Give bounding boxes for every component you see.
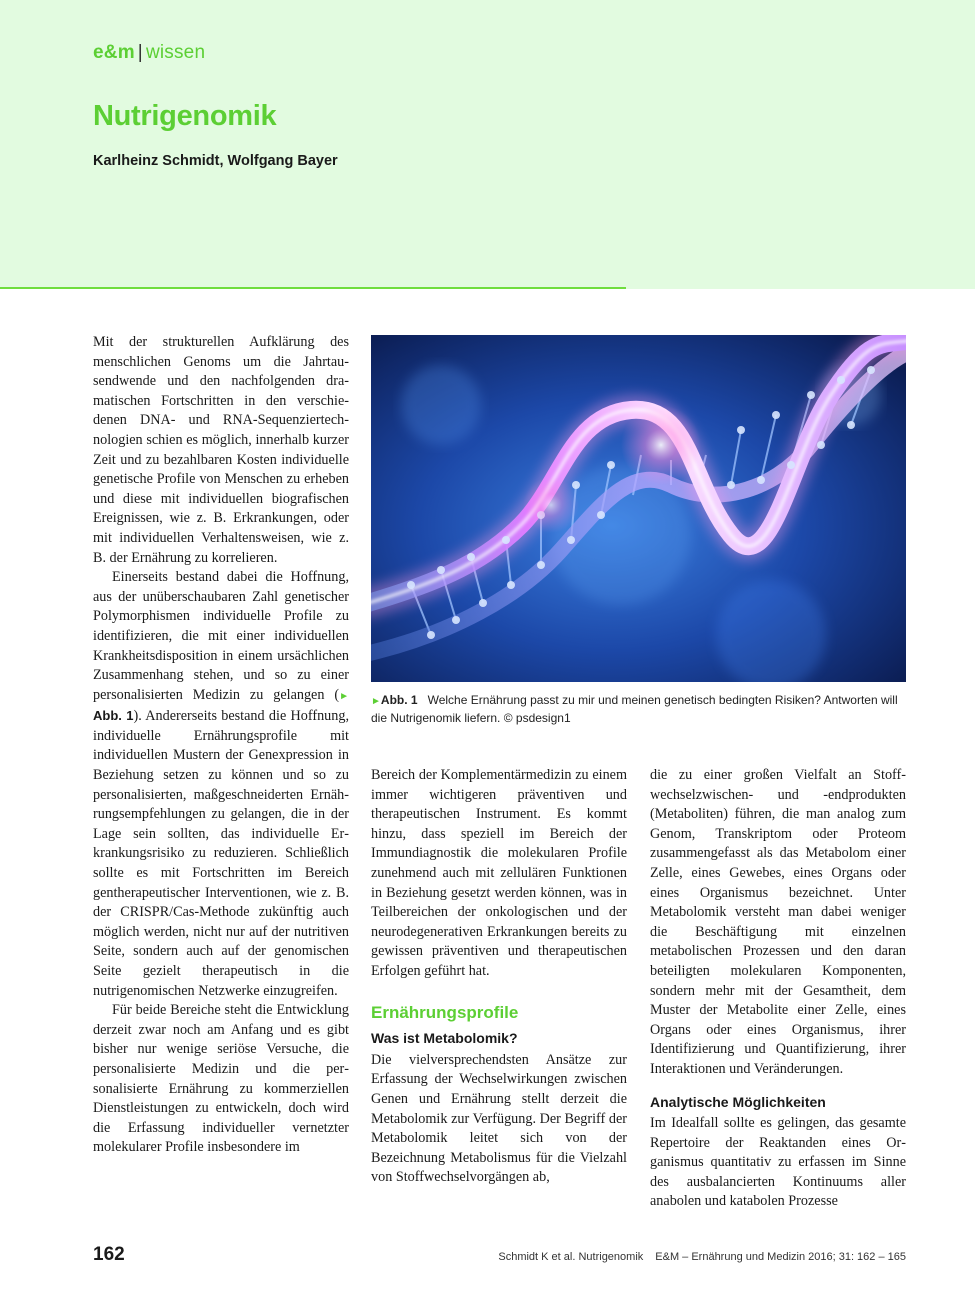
page-footer — [93, 1244, 906, 1270]
article-title: Nutrigenomik — [93, 100, 277, 132]
article-authors: Karlheinz Schmidt, Wolfgang Bayer — [93, 153, 338, 169]
subsection-heading: Was ist Metabolomik? — [371, 1030, 518, 1047]
brand-logo: e&m — [93, 42, 135, 63]
triangle-icon: ► — [339, 690, 349, 702]
paragraph: Für beide Bereiche steht die Entwicklung derzeit zwar noch am Anfang und es gibt bisher nur wenige seriöse Versuche, die personalisierte Medizin und die personalisierte Ernährung zu kommerziellen Dienstleistungen zu entwickeln, doch wird die Erfassung individueller vernetzter molekularer Profile insbesondere im — [93, 1002, 349, 1156]
header-band — [0, 0, 975, 289]
subsection-heading: Analytische Möglichkeiten — [650, 1093, 826, 1110]
paragraph: Die vielversprechendsten Ansätze zur Erfassung der Wechselwirkungen zwischen Genen und Ernährung stellt derzeit die Metabolomik zur Verfügung. Der Begriff der Metabolomik leitet sich von der Bezeichnung Metabolismus für die Vielzahl von Stoffwechselvorgängen ab, — [371, 1051, 627, 1186]
paragraph-text: ). Andererseits bestand die Hoffnung, individuelle Ernährungsprofile mit individuellen Mustern der Genexpression in Beziehung setzen zu können und so zu personalisierten, maßgeschneiderten Ernährungsempfehlungen zu gelangen, die in der Lage sein sollten, das individuelle Erkrankungsrisiko zu reduzieren. Schließlich sollte es mit Fortschritten im Bereich gentherapeutischer Interventionen, wie z. B. der CRISPR/Cas-Methode zukünftig auch möglich werden, nicht nur auf der nutritiven Seite, sondern auch auf der genomischen Seite gezielt therapeutisch in die nutrigenomischen Netzwerke einzugreifen. — [93, 708, 349, 999]
triangle-icon: ► — [371, 696, 381, 707]
header-divider — [0, 287, 626, 289]
dna-helix-figure — [371, 335, 906, 682]
running-title: Schmidt K et al. Nutrigenomik — [498, 1251, 644, 1263]
brand-separator: | — [137, 42, 143, 63]
caption-text: Welche Ernährung passt zu mir und meinen genetisch bedingten Risiken? Antworten will die Nutrigenomik liefern. © psdesign1 — [371, 693, 898, 725]
journal-citation: E&M – Ernährung und Medizin 2016; 31: 162 – 165 — [655, 1251, 906, 1263]
paragraph-text: Einerseits bestand dabei die Hoffnung, aus der unüberschaubaren Zahl genetischer Polymorphismen individuelle Profile zu identifizieren, die mit einer individuellen Krankheitsdisposition in einem ursächlichen Zusammenhang stehen, und so zu einer personalisierten Medizin zu gelangen ( — [93, 569, 349, 703]
running-footer — [498, 1251, 906, 1263]
paragraph: Mit der strukturellen Aufklärung des menschlichen Genoms um die Jahrtausendwende und den nachfolgenden dramatischen Fortschritten in den verschiedenen DNA- und RNA-Sequenziertechnologien schien es möglich, innerhalb kurzer Zeit und zu bezahlbaren Kosten individuelle genetische Profile von Menschen zu erheben und diese mit individuellen biografischen Ereignissen, wie z. B. Erkrankungen, oder mit individuellen Verhaltensweisen, wie z. B. der Ernährung zu korrelieren. — [93, 334, 349, 566]
text-column-1 — [93, 333, 349, 1158]
section-label — [93, 42, 205, 64]
figure-reference-link[interactable]: Abb. 1 — [93, 708, 134, 724]
text-column-3 — [650, 766, 906, 1212]
paragraph: Im Idealfall sollte es gelingen, das gesamte Repertoire der Reaktanden eines Organismus quantitativ zu erfassen im Sinne des ausbalancierten Kontinuums aller anabolen und katabolen Prozesse — [650, 1115, 906, 1210]
paragraph: Bereich der Komplementärmedizin zu einem immer wichtigeren präventiven und therapeutischen Instrument. Es kommt hinzu, dass speziell im Bereich der Immundiagnostik die molekularen Profile zunehmend auch mit zellulären Funktionen in Beziehung gesetzt werden können, was in Teilbereichen der onkologischen und der neurodegenerativen Erkrankungen bereits zu gewissen präventiven und therapeutischen Erfolgen geführt hat. — [371, 767, 627, 979]
section-heading: Ernährungsprofile — [371, 1002, 519, 1022]
figure-label: Abb. 1 — [380, 693, 418, 707]
figure-caption — [371, 692, 906, 726]
page-number: 162 — [93, 1244, 125, 1265]
dna-helix-icon — [371, 335, 906, 682]
text-column-2 — [371, 766, 627, 1188]
paragraph — [93, 568, 349, 1001]
paragraph: die zu einer großen Vielfalt an Stoffwechselzwischen- und -endprodukten (Metaboliten) führen, die man analog zum Genom, Transkriptom oder Proteom zusammengefasst als das Metabolom einer Zelle, eines Gewebes, eines Organs oder eines Organismus bezeichnet. Unter Metabolomik versteht man dabei weniger die Beschäftigung mit einzelnen metabolischen Prozessen und den daran beteiligten molekularen Komponenten, sondern mehr mit der Gesamtheit, dem Muster der Metabolite einer Zelle, eines Organs oder eines Organismus, ihrer Identifizierung und Quantifizierung, ihrer Interaktionen und Veränderungen. — [650, 767, 906, 1077]
brand-section: wissen — [145, 42, 206, 63]
